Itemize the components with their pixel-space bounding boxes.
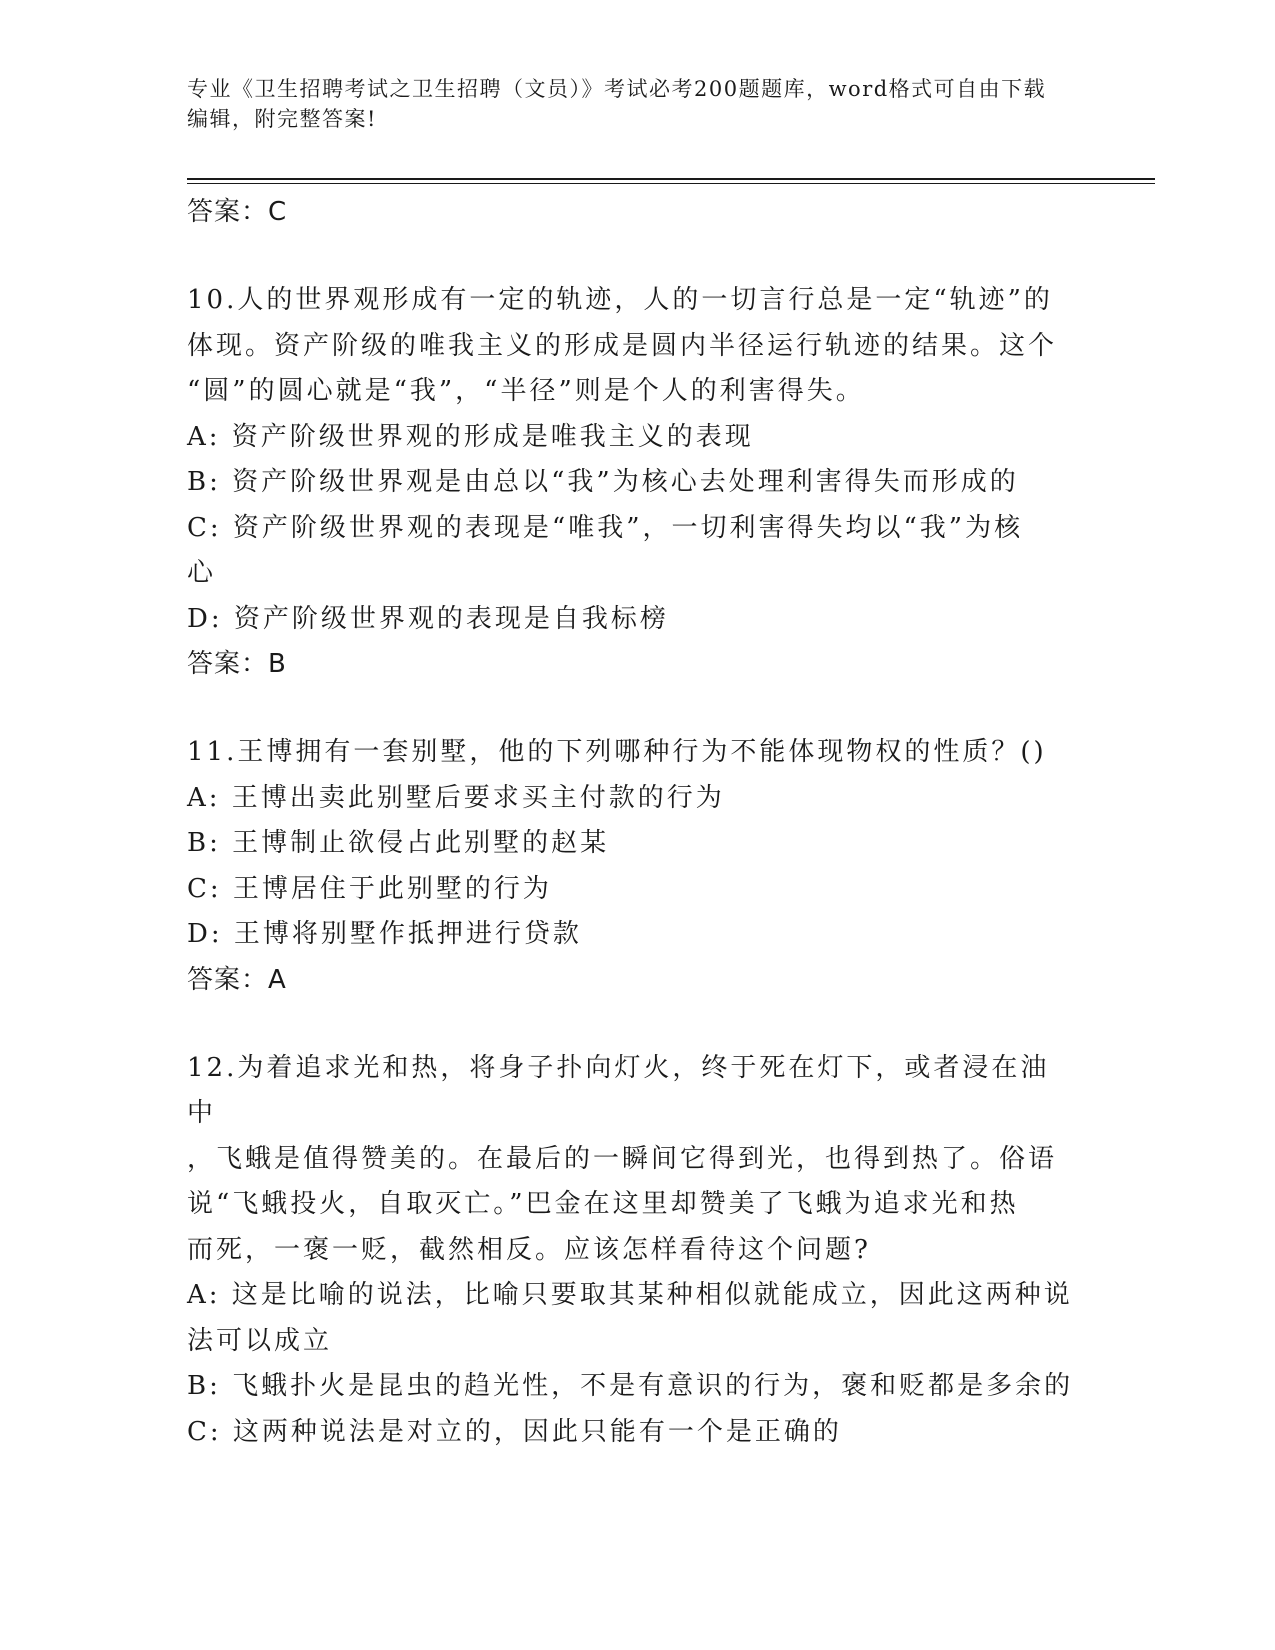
option-c: C: 资产阶级世界观的表现是“唯我”，一切利害得失均以“我”为核 [187,512,1024,543]
question-block [187,1046,1077,1456]
question-text-line: 12.为着追求光和热，将身子扑向灯火，终于死在灯下，或者浸在油中 [187,1052,1050,1128]
question-text-line: 而死，一褒一贬，截然相反。应该怎样看待这个问题? [187,1234,871,1265]
option-c: C: 这两种说法是对立的，因此只能有一个是正确的 [187,1416,842,1447]
option-a-continued: 法可以成立 [187,1325,333,1356]
option-a: A: 王博出卖此别墅后要求买主付款的行为 [187,782,725,813]
answer-line: 答案：C [187,197,288,227]
question-block [187,730,1077,1002]
option-c-continued: 心 [187,558,217,588]
answer-line: 答案：B [187,649,287,679]
question-text-line: 11.王博拥有一套别墅，他的下列哪种行为不能体现物权的性质？() [187,737,1047,767]
question-text-line: ，飞蛾是值得赞美的。在最后的一瞬间它得到光，也得到热了。俗语 [187,1143,1058,1174]
question-block [187,278,1077,686]
option-a: A: 资产阶级世界观的形成是唯我主义的表现 [187,421,754,452]
question-text-line: 体现。资产阶级的唯我主义的形成是圆内半径运行轨迹的结果。这个 [187,330,1058,361]
option-c: C: 王博居住于此别墅的行为 [187,873,552,904]
option-b: B: 资产阶级世界观是由总以“我”为核心去处理利害得失而形成的 [187,467,1019,497]
option-b: B: 王博制止欲侵占此别墅的赵某 [187,828,610,858]
question-text-line: 10.人的世界观形成有一定的轨迹，人的一切言行总是一定“轨迹”的 [187,285,1053,315]
option-d: D: 王博将别墅作抵押进行贷款 [187,919,582,949]
question-text-line: 说“飞蛾投火，自取灭亡。”巴金在这里却赞美了飞蛾为追求光和热 [187,1189,1019,1219]
answer-line: 答案：A [187,964,287,995]
header-divider-thick [187,178,1155,180]
option-b: B: 飞蛾扑火是昆虫的趋光性，不是有意识的行为，褒和贬都是多余的 [187,1371,1074,1401]
option-a: A: 这是比喻的说法，比喻只要取其某种相似就能成立，因此这两种说 [187,1280,1073,1310]
header-divider-thin [187,183,1155,184]
question-text-line: “圆”的圆心就是“我”，“半径”则是个人的利害得失。 [187,376,865,406]
option-d: D: 资产阶级世界观的表现是自我标榜 [187,603,669,634]
header-text: 专业《卫生招聘考试之卫生招聘（文员）》考试必考200题题库，word格式可自由下载编辑，附完整答案! [187,77,1047,131]
question-list [187,190,1077,1455]
document-header [187,74,1067,134]
